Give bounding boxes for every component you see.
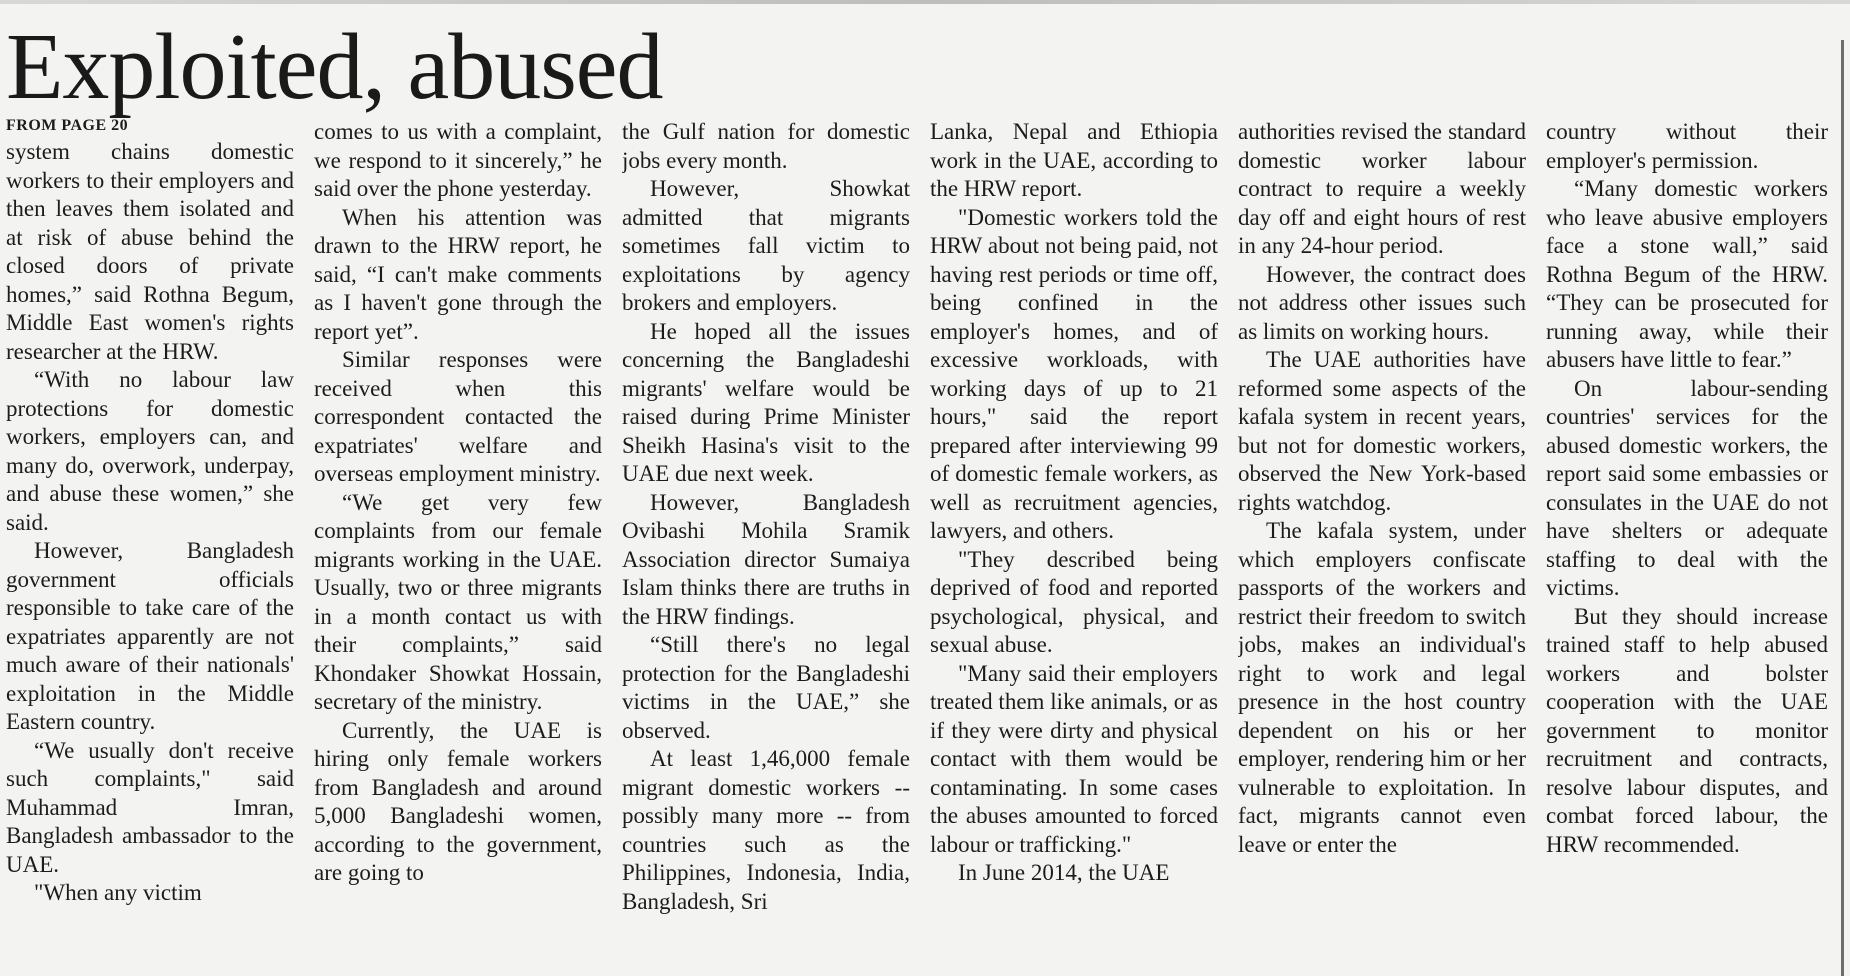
paragraph: However, Showkat admitted that migrants sometimes fall victim to exploitations by agency brokers and employers.: [622, 176, 910, 315]
paragraph: comes to us with a complaint, we respond to it sincerely,” he said over the phone yesterday.: [314, 119, 602, 201]
paragraph: country without their employer's permission.: [1546, 119, 1828, 173]
paragraph: However, Bangladesh government officials responsible to take care of the expatriates apparently are not much aware of their nationals' exploitation in the Middle Eastern country.: [6, 538, 294, 734]
right-column-rule: [1841, 40, 1844, 976]
paragraph: However, Bangladesh Ovibashi Mohila Sramik Association director Sumaiya Islam thinks there are truths in the HRW findings.: [622, 489, 910, 629]
article-column-3: [622, 118, 910, 956]
paragraph: authorities revised the standard domestic worker labour contract to require a weekly day off and eight hours of rest in any 24-hour period.: [1238, 119, 1526, 258]
paragraph: Lanka, Nepal and Ethiopia work in the UAE, according to the HRW report.: [930, 119, 1218, 201]
article-column-4: [930, 118, 1218, 956]
article-column-1: [6, 138, 294, 976]
paragraph: "When any victim: [34, 880, 202, 905]
paragraph: the Gulf nation for domestic jobs every month.: [622, 119, 910, 173]
paragraph: “We usually don't receive such complaints," said Muhammad Imran, Bangladesh ambassador to the UAE.: [6, 737, 294, 877]
paragraph: At least 1,46,000 female migrant domestic workers -- possibly many more -- from countries such as the Philippines, Indonesia, India, Bangladesh, Sri: [622, 746, 910, 914]
paragraph: “Still there's no legal protection for the Bangladeshi victims in the UAE,” she observed.: [622, 632, 910, 743]
article-column-2: [314, 118, 602, 956]
paragraph: However, the contract does not address other issues such as limits on working hours.: [1238, 261, 1526, 344]
paragraph: “Many domestic workers who leave abusive employers face a stone wall,” said Rothna Begum of the HRW. “They can be prosecuted for running away, while their abusers have little to fear.”: [1546, 176, 1828, 372]
paragraph: "Many said their employers treated them like animals, or as if they were dirty and physical contact with them would be contaminating. In some cases the abuses amounted to forced labour or trafficking.": [930, 660, 1218, 857]
paragraph: But they should increase trained staff to help abused workers and bolster cooperation with the UAE government to monitor recruitment and contracts, resolve labour disputes, and combat forced labour, the HRW recommended.: [1546, 603, 1828, 857]
paragraph: In June 2014, the UAE: [958, 860, 1170, 885]
jump-line: FROM PAGE 20: [6, 117, 129, 134]
top-border: [0, 0, 1850, 4]
paragraph: The kafala system, under which employers confiscate passports of the workers and restrict their freedom to switch jobs, makes an individual's right to work and legal presence in the host country dependent on his or her employer, rendering him or her vulnerable to exploitation. In fact, migrants cannot even leave or enter the: [1238, 518, 1526, 857]
article-column-6: [1546, 118, 1828, 956]
paragraph: "They described being deprived of food and reported psychological, physical, and sexual abuse.: [930, 546, 1218, 657]
paragraph: On labour-sending countries' services for the abused domestic workers, the report said some embassies or consulates in the UAE do not have shelters or adequate staffing to deal with the victims.: [1546, 375, 1828, 600]
paragraph: Currently, the UAE is hiring only female workers from Bangladesh and around 5,000 Bangladeshi women, according to the government, are going to: [314, 717, 602, 885]
paragraph: "Domestic workers told the HRW about not being paid, not having rest periods or time off, being confined in the employer's homes, and of excessive workloads, with working days of up to 21 hours," said the report prepared after interviewing 99 of domestic female workers, as well as recruitment agencies, lawyers, and others.: [930, 204, 1218, 543]
paragraph: system chains domestic workers to their employers and then leaves them isolated and at risk of abuse behind the closed doors of private homes,” said Rothna Begum, Middle East women's rights researcher at the HRW.: [6, 139, 294, 364]
paragraph: Similar responses were received when this correspondent contacted the expatriates' welfare and overseas employment ministry.: [314, 347, 602, 486]
article-column-5: [1238, 118, 1526, 956]
paragraph: “With no labour law protections for domestic workers, employers can, and many do, overwork, underpay, and abuse these women,” she said.: [6, 367, 294, 535]
paragraph: The UAE authorities have reformed some aspects of the kafala system in recent years, but not for domestic workers, observed the New York-based rights watchdog.: [1238, 347, 1526, 515]
headline: Exploited, abused: [6, 15, 663, 119]
paragraph: “We get very few complaints from our female migrants working in the UAE. Usually, two or three migrants in a month contact us with their complaints,” said Khondaker Showkat Hossain, secretary of the ministry.: [314, 489, 602, 714]
paragraph: When his attention was drawn to the HRW report, he said, “I can't make comments as I haven't gone through the report yet”.: [314, 204, 602, 344]
paragraph: He hoped all the issues concerning the Bangladeshi migrants' welfare would be raised during Prime Minister Sheikh Hasina's visit to the UAE due next week.: [622, 318, 910, 486]
